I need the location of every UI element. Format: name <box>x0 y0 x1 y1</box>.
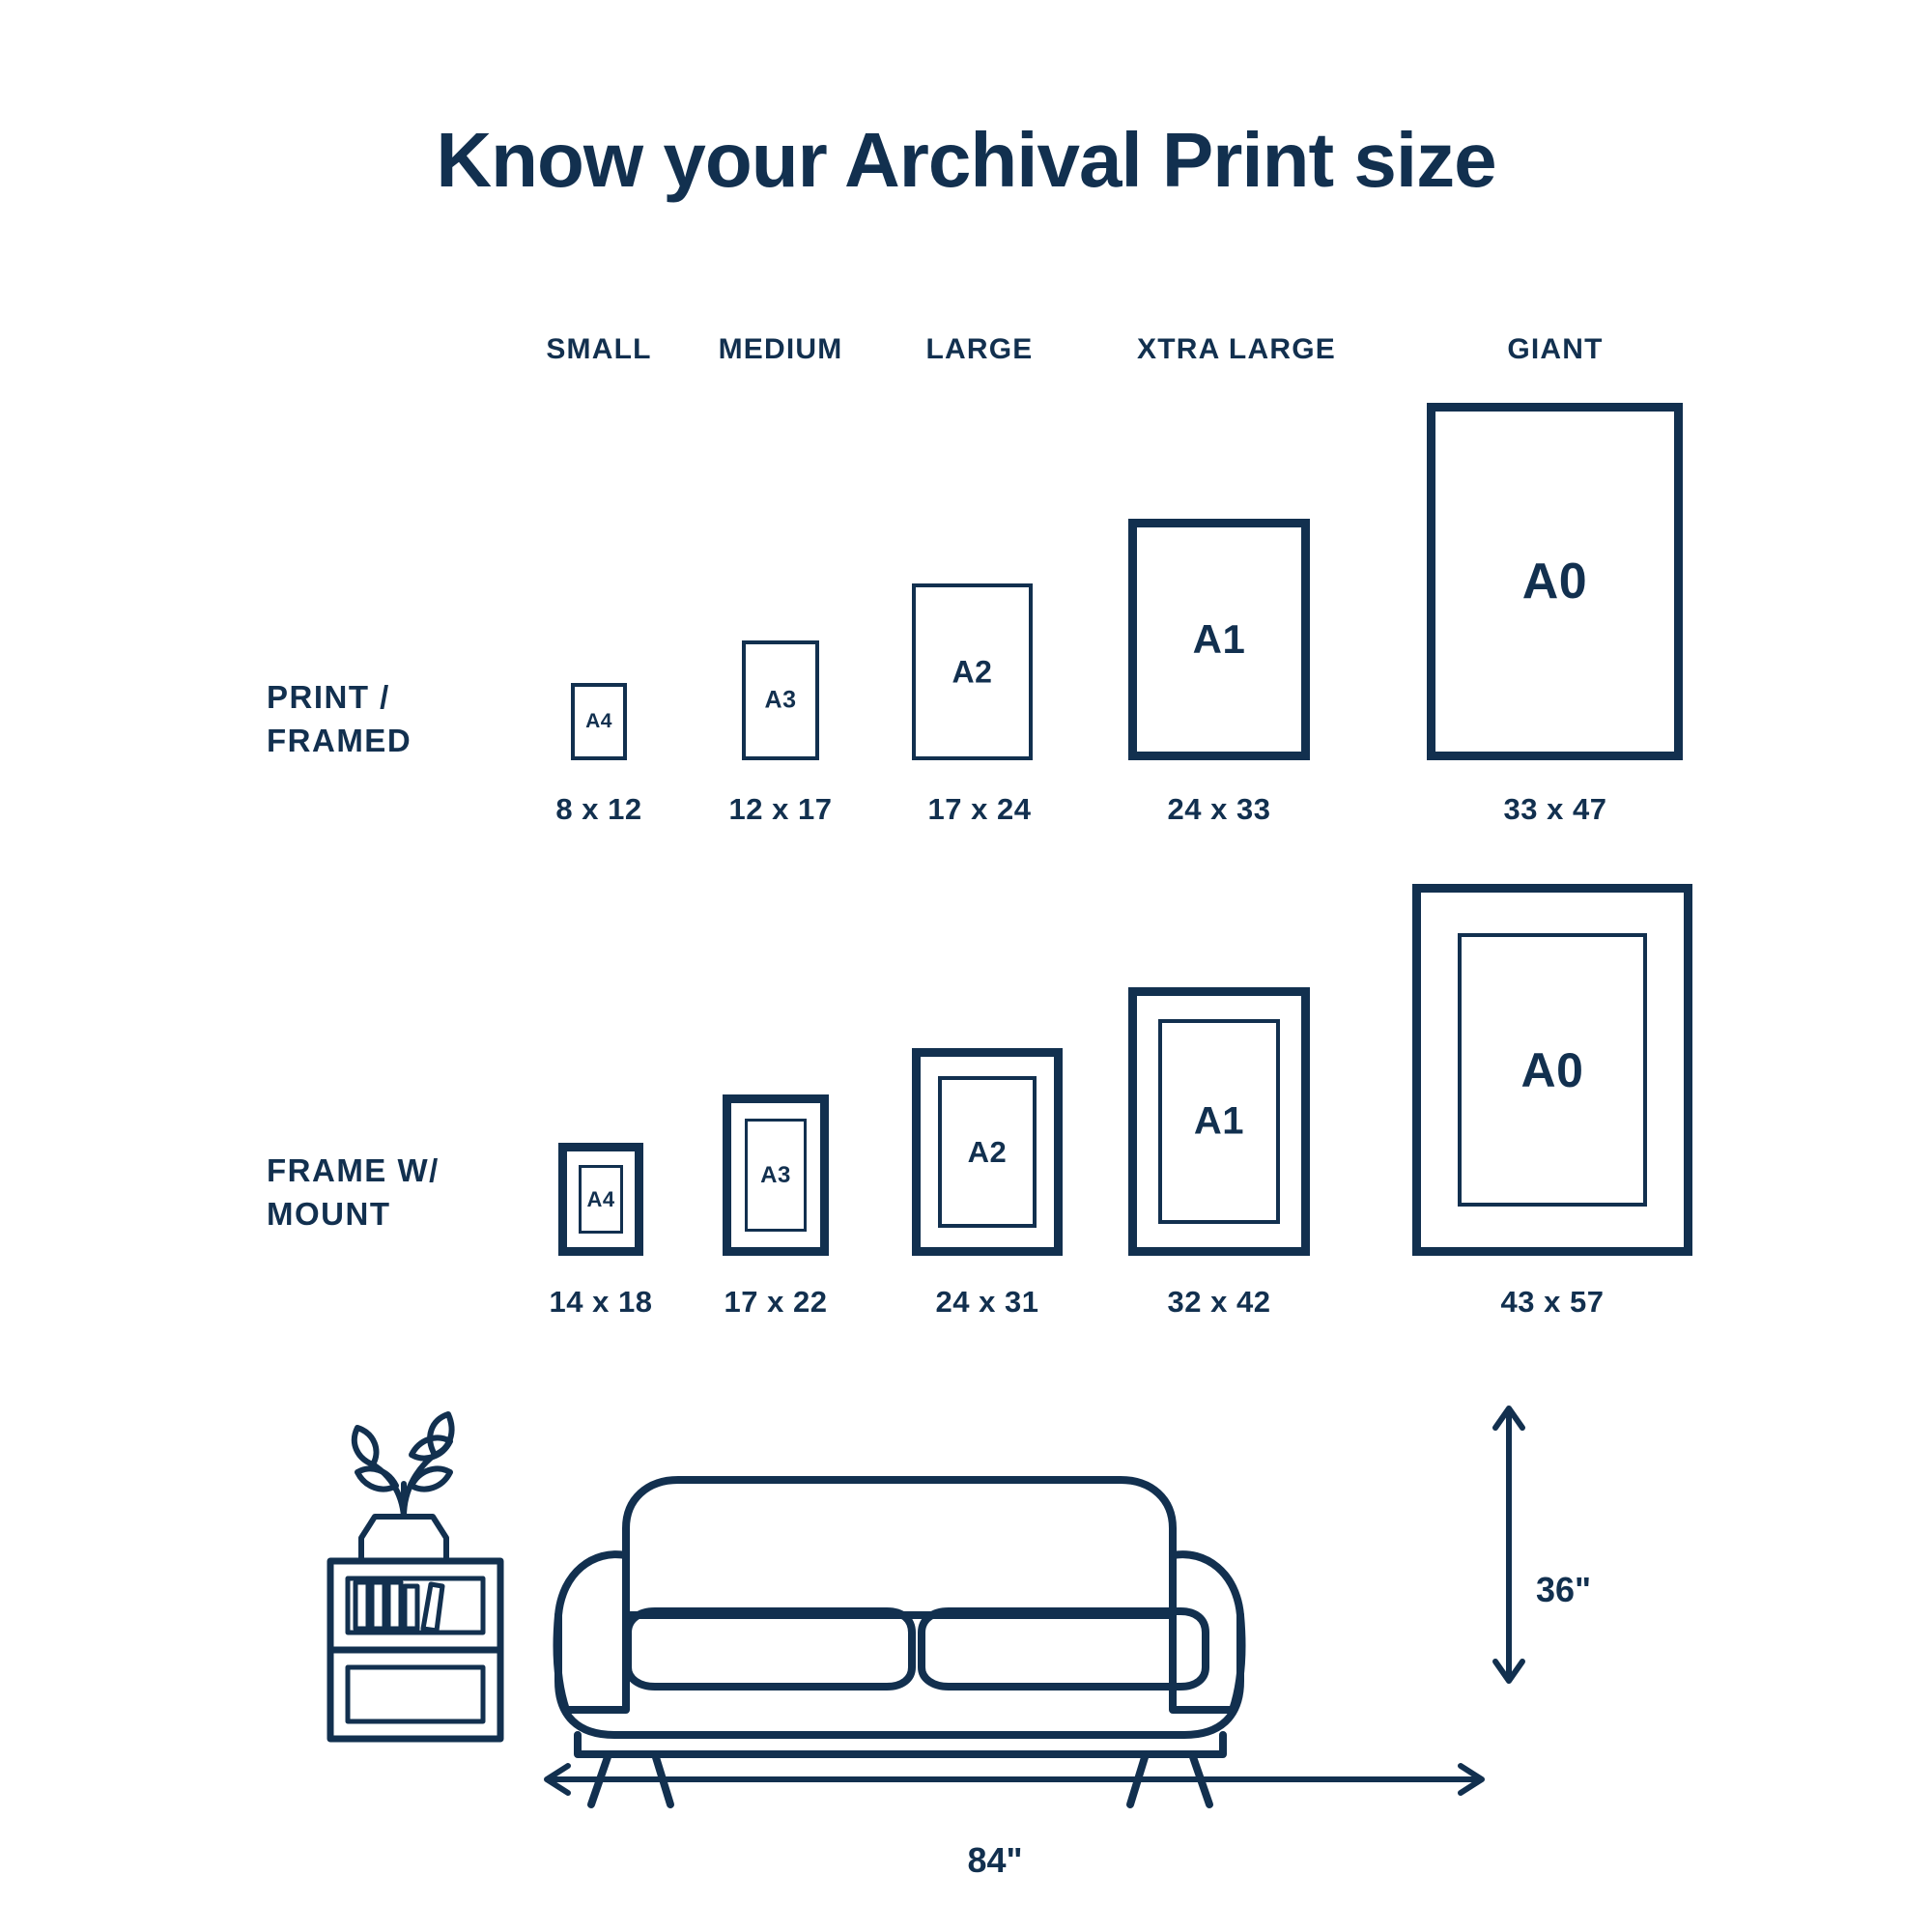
print-frame-a3-label: A3 <box>764 686 797 714</box>
print-frame-a1-label: A1 <box>1192 616 1246 662</box>
height-measure-arrow <box>1495 1408 1522 1681</box>
print-frame-a0-label: A0 <box>1521 554 1588 610</box>
print-dimension-a0: 33 x 47 <box>1503 792 1607 826</box>
mount-frame-a3[interactable] <box>723 1094 829 1256</box>
books-icon <box>355 1582 442 1631</box>
row-label-frame-with-mount <box>267 1150 440 1236</box>
furniture-svg <box>319 1391 1633 1835</box>
column-header-medium: MEDIUM <box>718 333 843 365</box>
print-frame-a0[interactable] <box>1427 403 1683 760</box>
column-header-large: LARGE <box>925 333 1034 365</box>
mount-frame-a4-label: A4 <box>586 1186 615 1211</box>
mount-mat-a2 <box>938 1076 1037 1228</box>
height-measure-label: 36" <box>1536 1570 1592 1609</box>
mount-frame-a0[interactable] <box>1412 884 1692 1256</box>
row-label-print-framed-line1: PRINT / <box>267 679 390 715</box>
print-dimension-a2: 17 x 24 <box>927 792 1032 826</box>
row-label-print-framed <box>267 676 412 762</box>
column-header-xtra-large: XTRA LARGE <box>1137 333 1336 365</box>
mount-frame-a2[interactable] <box>912 1048 1063 1256</box>
print-dimension-a1: 24 x 33 <box>1167 792 1271 826</box>
mount-mat-a4 <box>579 1165 623 1234</box>
print-dimension-a4: 8 x 12 <box>555 792 642 826</box>
mount-frame-a3-label: A3 <box>760 1161 791 1188</box>
print-dimension-a3: 12 x 17 <box>728 792 833 826</box>
room-scale-illustration <box>319 1391 1633 1835</box>
print-frame-a4[interactable] <box>571 683 627 760</box>
row-label-print-framed-line2: FRAMED <box>267 722 412 758</box>
column-header-giant: GIANT <box>1507 333 1604 365</box>
column-header-small: SMALL <box>546 333 652 365</box>
mount-mat-a1 <box>1158 1019 1280 1224</box>
mount-frame-a2-label: A2 <box>967 1134 1008 1169</box>
mount-frame-a0-label: A0 <box>1520 1042 1584 1097</box>
print-frame-a2-label: A2 <box>952 654 993 689</box>
row-label-frame-with-mount-line1: FRAME W/ <box>267 1152 440 1188</box>
plant-icon <box>355 1414 452 1561</box>
print-frame-a4-label: A4 <box>585 710 612 732</box>
mount-frame-a1-label: A1 <box>1193 1099 1245 1143</box>
bookshelf-icon <box>330 1561 500 1739</box>
sofa-icon <box>556 1480 1241 1804</box>
mount-frame-a1[interactable] <box>1128 987 1310 1256</box>
mount-dimension-a0: 43 x 57 <box>1500 1285 1605 1319</box>
mount-dimension-a2: 24 x 31 <box>935 1285 1039 1319</box>
width-measure-label: 84" <box>967 1840 1023 1880</box>
mount-dimension-a1: 32 x 42 <box>1167 1285 1271 1319</box>
print-frame-a2[interactable] <box>912 583 1033 760</box>
mount-mat-a3 <box>745 1119 807 1232</box>
width-measure-arrow <box>547 1766 1482 1793</box>
mount-dimension-a4: 14 x 18 <box>549 1285 653 1319</box>
print-frame-a3[interactable] <box>742 640 819 760</box>
mount-mat-a0 <box>1458 933 1647 1207</box>
page-title: Know your Archival Print size <box>436 117 1496 203</box>
mount-dimension-a3: 17 x 22 <box>724 1285 828 1319</box>
print-frame-a1[interactable] <box>1128 519 1310 760</box>
mount-frame-a4[interactable] <box>558 1143 643 1256</box>
row-label-frame-with-mount-line2: MOUNT <box>267 1195 391 1232</box>
